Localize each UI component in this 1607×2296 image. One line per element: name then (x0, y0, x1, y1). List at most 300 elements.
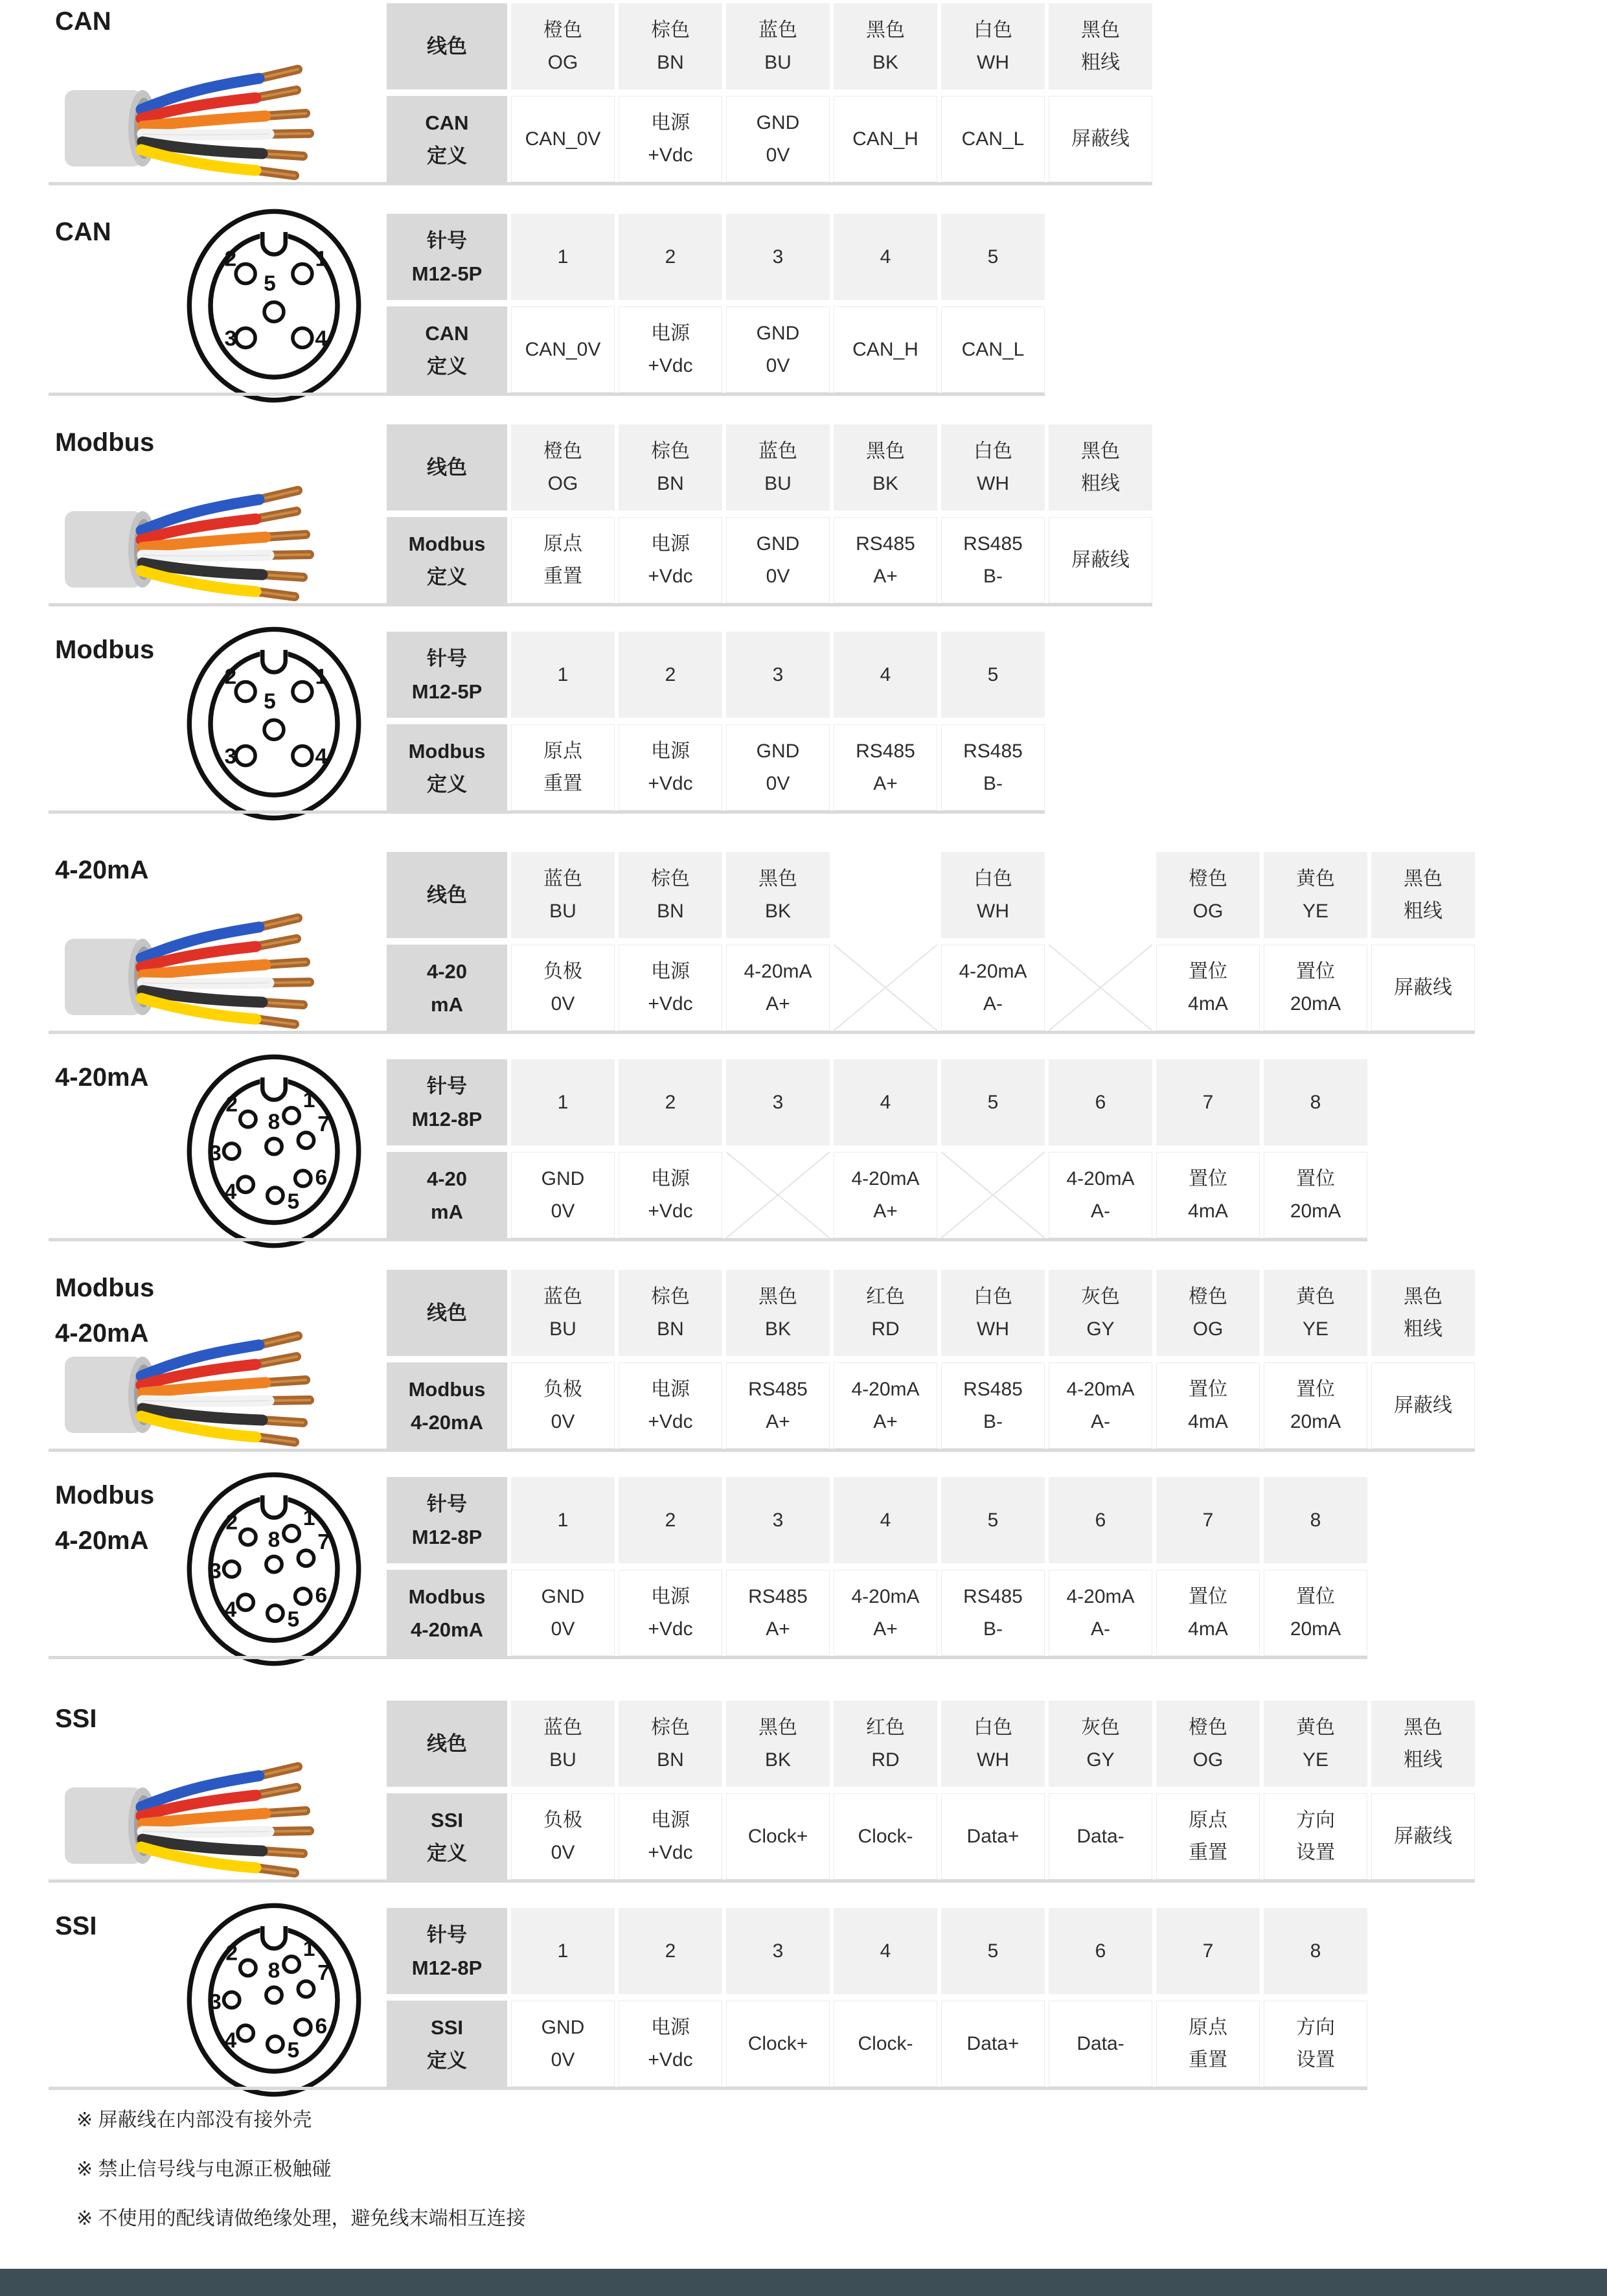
svg-text:2: 2 (225, 1941, 238, 1966)
cell-text-line: A+ (873, 1618, 898, 1640)
cell-text-line: 线色 (427, 1732, 467, 1755)
cell-text-line: Modbus (408, 1585, 486, 1608)
definition-cell (941, 2001, 1045, 2087)
wire-color-cell (511, 3, 615, 89)
cell-text-line: GND (756, 533, 800, 555)
svg-text:8: 8 (268, 1528, 280, 1552)
definition-cell (1371, 945, 1475, 1031)
section-420ma-pin (0, 1059, 1607, 1244)
definition-cell (1264, 945, 1367, 1031)
cell-text-line: 1 (557, 1091, 569, 1113)
cell-text-line: 电源 (651, 740, 690, 762)
cell-text-line: 原点 (543, 740, 582, 762)
row-label-cell (387, 1793, 507, 1879)
cell-text-line: BK (764, 1318, 792, 1340)
cell-text-line: 电源 (651, 1378, 690, 1400)
definition-cell (619, 1362, 722, 1449)
definition-cell (511, 306, 615, 393)
section-title: 4-20mA (55, 1063, 149, 1092)
cell-text-line: 7 (1202, 1940, 1214, 1962)
definition-cell (834, 96, 937, 182)
cell-text-line: 重置 (1189, 1841, 1227, 1863)
row-label-cell (387, 214, 507, 300)
cell-text-line: OG (1192, 1318, 1224, 1340)
cell-text-line: 7 (1202, 1509, 1214, 1531)
note-signal: ※ 禁止信号线与电源正极触碰 (76, 2159, 332, 2180)
connector-figure (183, 1051, 365, 1254)
cell-text-line: 置位 (1296, 1585, 1335, 1607)
section-title: 4-20mA (55, 1526, 149, 1555)
cell-text-line: WH (977, 1318, 1009, 1340)
definition-cell (1156, 1362, 1260, 1449)
definition-cell (1049, 1793, 1152, 1879)
section-divider-rule (49, 2087, 1367, 2090)
pin-number-cell (834, 1908, 937, 1994)
cell-text-line: 4mA (1188, 1410, 1228, 1432)
cell-text-line: B- (983, 1410, 1003, 1432)
definition-cell (1264, 2001, 1367, 2087)
cell-text-line: RS485 (963, 740, 1023, 762)
wire-color-cell (726, 1270, 830, 1356)
row-label-cell (387, 1701, 507, 1787)
cell-text-line: 0V (766, 772, 790, 794)
wire-color-cell (1049, 424, 1152, 511)
cell-text-line: 0V (551, 993, 575, 1015)
wire-color-cell (1264, 1270, 1367, 1356)
pin-number-cell (726, 214, 830, 300)
cell-text-line: 白色 (974, 867, 1012, 890)
section-divider-rule (49, 1879, 1475, 1883)
cell-text-line: 2 (665, 1509, 676, 1531)
cell-text-line: YE (1302, 1318, 1329, 1340)
cell-text-line: 白色 (974, 19, 1012, 41)
cell-text-line: WH (977, 472, 1009, 494)
wire-color-cell (1371, 1701, 1475, 1787)
wire-color-cell (511, 852, 615, 938)
pin-number-cell (1156, 1477, 1260, 1563)
definition-cell (834, 724, 937, 810)
cell-text-line: GND (541, 1167, 585, 1189)
cell-text-line: A+ (873, 1200, 898, 1222)
wire-color-cell (834, 1701, 937, 1787)
definition-cell (511, 517, 615, 603)
cell-text-line: 负极 (543, 960, 582, 982)
cell-text-line: WH (977, 900, 1009, 922)
cell-text-line: 2 (665, 663, 676, 685)
pin-number-cell (619, 632, 722, 718)
wire-color-cell (1049, 3, 1152, 89)
cell-text-line: 屏蔽线 (1394, 1394, 1452, 1416)
wire-color-cell (1371, 852, 1475, 938)
cell-text-line: 4-20mA (411, 1410, 483, 1434)
cell-text-line: 3 (772, 1509, 784, 1531)
definition-cell (619, 724, 722, 810)
cell-text-line: A- (1091, 1410, 1110, 1432)
section-title: Modbus (55, 1274, 155, 1302)
cell-text-line: 白色 (974, 1716, 1012, 1738)
section-divider-rule (49, 1031, 1475, 1034)
note-shield: ※ 屏蔽线在内部没有接外壳 (76, 2109, 312, 2131)
pin-number-cell (511, 214, 615, 300)
cell-text-line: 针号 (427, 229, 467, 252)
cell-text-line: Modbus (408, 739, 486, 763)
cell-text-line: 橙色 (1189, 867, 1227, 890)
wire-color-cell (834, 424, 937, 511)
section-420ma-wire (0, 852, 1607, 1037)
wire-color-cell (1264, 852, 1367, 938)
cell-text-line: 线色 (427, 1302, 467, 1324)
definition-cell (619, 1793, 722, 1879)
cell-text-line: 置位 (1296, 1167, 1335, 1189)
definition-cell (619, 306, 722, 393)
cell-text-line: 0V (551, 1618, 575, 1640)
cell-text-line: BU (549, 1318, 576, 1340)
cell-text-line: 0V (766, 144, 790, 166)
cell-text-line: GY (1086, 1318, 1115, 1340)
cell-text-line: 8 (1310, 1509, 1321, 1531)
cell-text-line: GND (756, 322, 800, 344)
cell-text-line: 屏蔽线 (1071, 128, 1130, 150)
cell-text-line: 方向 (1296, 1809, 1335, 1831)
section-modbus-wire (0, 424, 1607, 609)
wire-color-cell (941, 1701, 1045, 1787)
cell-text-line: 粗线 (1081, 51, 1120, 73)
cell-text-line: 3 (772, 246, 784, 268)
cell-text-line: 灰色 (1081, 1716, 1120, 1738)
definition-cell (511, 945, 615, 1031)
cell-text-line: GND (541, 2016, 585, 2038)
cell-text-line: 粗线 (1404, 1749, 1442, 1771)
cell-text-line: 棕色 (651, 1716, 690, 1738)
row-label-cell (387, 96, 507, 182)
definition-cell (619, 96, 722, 182)
definition-cell (1049, 517, 1152, 603)
cell-text-line: 负极 (543, 1809, 582, 1831)
section-title: Modbus (55, 636, 155, 664)
cell-text-line: 置位 (1296, 960, 1335, 982)
definition-cell (941, 306, 1045, 393)
pin-number-cell (941, 1477, 1045, 1563)
definition-cell (1156, 2001, 1260, 2087)
cell-text-line: 1 (557, 246, 569, 268)
definition-cell (941, 1570, 1045, 1656)
cell-text-line: mA (431, 1200, 463, 1223)
definition-cell (511, 1793, 615, 1879)
cell-text-line: 5 (987, 246, 999, 268)
empty-definition-cell (834, 945, 937, 1031)
cell-text-line: M12-8P (411, 1956, 483, 1979)
cell-text-line: 电源 (651, 1809, 690, 1831)
definition-cell (619, 1570, 722, 1656)
m12-5p-connector-diagram (183, 624, 365, 823)
cell-text-line: RS485 (856, 740, 915, 762)
section-title: SSI (55, 1705, 97, 1733)
row-label-cell (387, 1152, 507, 1238)
definition-cell (1264, 1152, 1367, 1238)
cell-text-line: 重置 (543, 565, 582, 587)
definition-cell (726, 306, 830, 393)
cell-text-line: +Vdc (648, 993, 693, 1015)
cell-text-line: M12-5P (411, 680, 483, 703)
pin-number-cell (511, 1059, 615, 1145)
pin-number-cell (941, 214, 1045, 300)
definition-cell (726, 1793, 830, 1879)
pin-number-cell (941, 1059, 1045, 1145)
svg-text:3: 3 (209, 1559, 222, 1583)
cell-text-line: 蓝色 (543, 1285, 582, 1307)
svg-text:1: 1 (315, 247, 328, 271)
wire-color-cell (1156, 852, 1260, 938)
cell-text-line: 粗线 (1404, 900, 1442, 922)
cell-text-line: SSI (431, 1808, 463, 1831)
cell-text-line: Modbus (408, 532, 486, 555)
cell-text-line: BN (657, 1749, 684, 1771)
cell-text-line: Clock+ (747, 2032, 808, 2054)
section-divider-rule (49, 182, 1152, 185)
row-label-cell (387, 945, 507, 1031)
cell-text-line: 蓝色 (543, 1716, 582, 1738)
cell-text-line: 负极 (543, 1378, 582, 1400)
row-label-cell (387, 1059, 507, 1145)
cell-text-line: 5 (987, 1509, 999, 1531)
cell-text-line: GND (541, 1585, 585, 1607)
cell-text-line: 黑色 (758, 867, 797, 890)
row-label-cell (387, 1570, 507, 1656)
cell-text-line: 黑色 (758, 1285, 797, 1307)
definition-cell (1156, 1570, 1260, 1656)
definition-cell (1049, 1570, 1152, 1656)
svg-text:3: 3 (209, 1990, 222, 2014)
cell-text-line: 6 (1095, 1940, 1106, 1962)
svg-text:6: 6 (315, 1165, 328, 1190)
cell-text-line: 4-20mA (959, 960, 1027, 982)
svg-text:4: 4 (224, 2028, 237, 2053)
svg-text:1: 1 (302, 1088, 315, 1112)
svg-text:3: 3 (224, 744, 237, 769)
definition-cell (511, 1570, 615, 1656)
svg-text:2: 2 (224, 665, 237, 689)
cell-text-line: +Vdc (648, 1618, 693, 1640)
cell-text-line: A+ (873, 772, 898, 794)
wire-color-cell (511, 424, 615, 511)
cell-text-line: M12-5P (411, 262, 483, 285)
cable-figure (65, 1756, 363, 1889)
cell-text-line: CAN_H (852, 128, 918, 150)
cell-text-line: 4-20mA (851, 1585, 920, 1607)
cell-text-line: B- (983, 772, 1003, 794)
cell-text-line: 4mA (1188, 1618, 1228, 1640)
cell-text-line: 电源 (651, 2016, 690, 2038)
svg-text:5: 5 (264, 689, 276, 714)
cell-text-line: 4-20mA (851, 1378, 920, 1400)
section-title: 4-20mA (55, 856, 149, 884)
cell-text-line: RS485 (963, 533, 1023, 555)
cell-text-line: CAN_L (961, 128, 1025, 150)
section-title: SSI (55, 1912, 97, 1940)
cell-text-line: CAN (425, 321, 469, 345)
definition-cell (1371, 1362, 1475, 1449)
row-label-cell (387, 1270, 507, 1356)
definition-cell (726, 2001, 830, 2087)
definition-cell (1049, 96, 1152, 182)
wire-color-cell (1049, 1701, 1152, 1787)
connector-figure (183, 1469, 365, 1672)
cell-text-line: BK (764, 900, 792, 922)
cell-text-line: Data- (1077, 2032, 1124, 2054)
cell-text-line: 重置 (543, 772, 582, 794)
cell-text-line: +Vdc (648, 772, 693, 794)
footer-bar (0, 2269, 1607, 2296)
definition-cell (726, 1570, 830, 1656)
cell-text-line: BN (657, 900, 684, 922)
cell-text-line: 0V (551, 2049, 575, 2071)
cell-text-line: 0V (551, 1410, 575, 1432)
svg-text:4: 4 (224, 1180, 237, 1204)
svg-text:7: 7 (317, 1961, 330, 1986)
cell-text-line: +Vdc (648, 2049, 693, 2071)
pin-number-cell (941, 1908, 1045, 1994)
definition-cell (941, 945, 1045, 1031)
empty-definition-cell (941, 1152, 1045, 1238)
cell-text-line: 4-20 (426, 1167, 468, 1190)
cell-text-line: 针号 (427, 1074, 467, 1097)
cell-text-line: A- (983, 993, 1003, 1015)
definition-cell (941, 724, 1045, 810)
section-divider-rule (49, 1656, 1367, 1659)
cell-text-line: 灰色 (1081, 1285, 1120, 1307)
cell-text-line: 蓝色 (758, 440, 797, 462)
definition-cell (726, 96, 830, 182)
cell-text-line: BN (657, 472, 684, 494)
cell-text-line: OG (547, 472, 578, 494)
cell-text-line: 2 (665, 1091, 676, 1113)
cell-text-line: 白色 (974, 1285, 1012, 1307)
connector-figure (183, 624, 365, 827)
wire-color-cell (619, 1701, 722, 1787)
cell-text-line: 3 (772, 663, 784, 685)
cell-text-line: RS485 (963, 1585, 1023, 1607)
pin-number-cell (726, 1059, 830, 1145)
cell-text-line: CAN_L (961, 338, 1025, 360)
cell-text-line: A+ (766, 1410, 790, 1432)
cell-text-line: 粗线 (1081, 472, 1120, 494)
cell-text-line: 4-20mA (851, 1167, 920, 1189)
cell-text-line: 4 (880, 1091, 891, 1113)
definition-cell (619, 1152, 722, 1238)
definition-cell (1049, 2001, 1152, 2087)
cell-text-line: RS485 (748, 1378, 808, 1400)
pin-number-cell (511, 1908, 615, 1994)
definition-cell (834, 1793, 937, 1879)
connector-figure (183, 206, 365, 409)
cell-text-line: 6 (1095, 1091, 1106, 1113)
cell-text-line: A- (1091, 1200, 1110, 1222)
cell-text-line: 白色 (974, 440, 1012, 462)
pin-number-cell (511, 1477, 615, 1563)
cell-text-line: 定义 (427, 144, 467, 167)
cell-text-line: 橙色 (1189, 1716, 1227, 1738)
pin-number-cell (941, 632, 1045, 718)
wire-color-cell (941, 424, 1045, 511)
cell-text-line: 棕色 (651, 19, 690, 41)
pin-number-cell (1156, 1059, 1260, 1145)
cell-text-line: CAN_0V (525, 128, 601, 150)
cell-text-line: 4 (880, 246, 891, 268)
cell-text-line: RS485 (963, 1378, 1023, 1400)
cell-text-line: BU (549, 900, 576, 922)
cell-text-line: 1 (557, 663, 569, 685)
cell-text-line: A+ (766, 993, 790, 1015)
cell-text-line: 原点 (1189, 2016, 1227, 2038)
definition-cell (834, 2001, 937, 2087)
cell-text-line: GY (1086, 1749, 1115, 1771)
definition-cell (726, 724, 830, 810)
cell-text-line: 线色 (427, 456, 467, 479)
definition-cell (941, 1362, 1045, 1449)
row-label-cell (387, 1908, 507, 1994)
svg-text:4: 4 (315, 744, 328, 769)
cell-text-line: Data- (1077, 1825, 1124, 1847)
definition-cell (834, 1570, 937, 1656)
definition-cell (1049, 1362, 1152, 1449)
cell-text-line: 4mA (1188, 1200, 1228, 1222)
cell-text-line: CAN_H (852, 338, 918, 360)
svg-text:1: 1 (302, 1936, 315, 1961)
cell-text-line: 定义 (427, 565, 467, 588)
definition-cell (1156, 945, 1260, 1031)
pin-number-cell (726, 632, 830, 718)
wire-color-cell (1264, 1701, 1367, 1787)
cell-text-line: 黑色 (1404, 1716, 1442, 1738)
cable-image (65, 59, 363, 189)
cell-text-line: 定义 (427, 2049, 467, 2072)
cell-text-line: 3 (772, 1940, 784, 1962)
wire-color-cell (726, 1701, 830, 1787)
cell-text-line: OG (1192, 1749, 1224, 1771)
cell-text-line: 5 (987, 1091, 999, 1113)
svg-text:4: 4 (315, 327, 328, 351)
cell-text-line: Data+ (966, 2032, 1020, 2054)
cell-text-line: 蓝色 (758, 19, 797, 41)
cell-text-line: SSI (431, 2015, 463, 2039)
cell-text-line: 红色 (866, 1716, 905, 1738)
wire-color-cell (941, 852, 1045, 938)
cell-text-line: RD (871, 1749, 900, 1771)
wire-color-cell (726, 424, 830, 511)
cell-text-line: BK (764, 1749, 792, 1771)
cell-text-line: 4-20mA (744, 960, 812, 982)
note-insulation: ※ 不使用的配线请做绝缘处理，避免线末端相互连接 (76, 2208, 526, 2229)
svg-text:5: 5 (287, 1189, 300, 1214)
cell-text-line: OG (1192, 900, 1224, 922)
cell-text-line: 0V (551, 1200, 575, 1222)
definition-cell (726, 945, 830, 1031)
cell-text-line: 置位 (1189, 960, 1227, 982)
cell-text-line: 2 (665, 1940, 676, 1962)
cell-text-line: 4mA (1188, 993, 1228, 1015)
cell-text-line: Data+ (966, 1825, 1020, 1847)
wire-color-cell (726, 852, 830, 938)
cell-text-line: BN (657, 51, 684, 73)
svg-text:8: 8 (268, 1110, 280, 1134)
cell-text-line: 5 (987, 1940, 999, 1962)
section-title: CAN (55, 218, 111, 246)
section-modbus-420ma-wire (0, 1270, 1607, 1454)
cell-text-line: 5 (987, 663, 999, 685)
cell-text-line: RS485 (748, 1585, 808, 1607)
definition-cell (1371, 1793, 1475, 1879)
definition-cell (511, 724, 615, 810)
